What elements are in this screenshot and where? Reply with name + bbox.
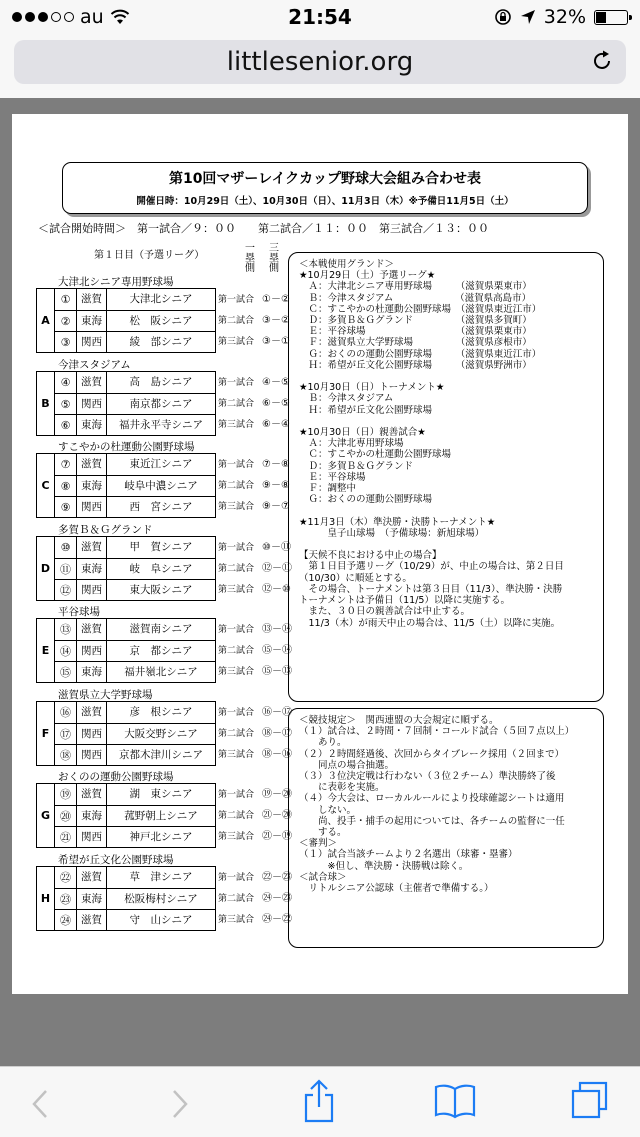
matchup: ⑫－⑩ [262, 583, 291, 595]
team-name: 東大阪シニア [129, 583, 193, 596]
team-name: 菰野朝上シニア [124, 810, 198, 822]
table-row [55, 537, 215, 558]
group-table [36, 701, 216, 766]
team-number: ⑱ [55, 745, 77, 765]
match-slot: 第三試合 [218, 749, 255, 760]
match-slot: 第三試合 [218, 584, 255, 595]
team-region: 東海 [77, 311, 107, 331]
match-slot: 第二試合 [218, 893, 255, 904]
match-schedule [218, 496, 290, 517]
venue-info-box: ＜本戦使用グランド＞ ★10月29日（土）予選リーグ★ Ａ：大津北シニア専用野球場 （滋賀県栗東市） Ｂ：今津スタジアム （滋賀県高島市） Ｃ：すこやかの杜運動公園野球場 （滋賀県東近江市） Ｄ：多賀Ｂ＆Ｇグランド （滋賀県多賀町） Ｅ：平谷球場 （滋賀県栗東市） Ｆ：滋賀県立大学野球場 （滋賀県彦根市） Ｇ：おくのの運動公園野球場 （滋賀県東近江市） Ｈ：希望が丘文化公園野球場 （滋賀県野洲市） ★10月30日（日）トーナメント★ Ｂ：今津スタジアム Ｈ：希望が丘文化公園野球場 ★10月30日（日）親善試合★ Ａ：大津北専用野球場 Ｃ：すこやかの杜運動公園野球場 Ｄ：多賀Ｂ＆Ｇグランド Ｅ：平谷球場 Ｆ：調整中 Ｇ：おくのの運動公園野球場 ★11月3日（木）準決勝・決勝トーナメント★ 皇子山球場 （予備球場：新旭球場） 【天候不良における中止の場合】 第１日目予選リーグ（10/29）が、中止の場合は、第２日目 （10/30）に順延とする。 その場合、トーナメントは第３日目（11/3）、準決勝・決勝 トーナメントは予備日（11/5）以降に実施する。 また、３０日の親善試合は中止する。 11/3（木）が雨天中止の場合は、11/5（土）以降に実施。 [288, 252, 604, 702]
team-region: 関西 [77, 580, 107, 600]
browser-chrome [0, 34, 640, 98]
team-name: 京都木津川シニア [119, 748, 203, 761]
matchup: ⑮－⑬ [262, 666, 292, 677]
third-base-side-label: 三塁側 [269, 243, 279, 274]
team-number: ① [55, 289, 77, 310]
day1-heading: 第１日目（予選リーグ） [94, 250, 205, 261]
team-region: 滋賀 [77, 289, 107, 310]
venue-name: 大津北シニア専用野球場 [58, 276, 174, 288]
group-letter: A [37, 289, 55, 352]
team-region: 滋賀 [77, 454, 107, 475]
match-slot: 第一試合 [218, 542, 255, 553]
back-icon[interactable] [30, 1089, 50, 1119]
table-row [55, 289, 215, 310]
match-slot: 第二試合 [218, 728, 255, 739]
matchup: ㉒－㉓ [262, 871, 292, 883]
match-schedule [218, 454, 290, 475]
team-number: ② [55, 311, 77, 331]
team-name: 高 島シニア [129, 375, 193, 388]
matchup: ③－② [262, 315, 290, 326]
team-name: 岐 阜シニア [129, 562, 193, 575]
venue-name: 希望が丘文化公園野球場 [58, 853, 174, 866]
table-row [55, 723, 215, 744]
matchup: ⑫－⑪ [262, 562, 292, 574]
team-name: 松 阪シニア [129, 315, 193, 327]
safari-toolbar [0, 1066, 640, 1137]
match-slot: 第一試合 [218, 625, 255, 635]
match-slot: 第二試合 [218, 563, 255, 574]
team-region: 関西 [77, 394, 107, 414]
matchup: ⑮－⑭ [262, 645, 292, 656]
group-letter: E [37, 619, 55, 682]
match-schedule [218, 723, 292, 744]
matchup: ⑩－⑪ [262, 541, 291, 553]
group-letter: H [37, 867, 55, 930]
matchup: ㉑－⑳ [262, 810, 292, 821]
team-region: 東海 [77, 559, 107, 579]
match-slot: 第一試合 [218, 707, 255, 718]
table-row [55, 475, 215, 496]
table-row [55, 331, 215, 352]
table-row [55, 702, 215, 723]
table-row [55, 372, 215, 393]
matchup: ⑲－⑳ [262, 789, 292, 800]
team-number: ⑬ [55, 619, 77, 640]
match-schedule [218, 558, 292, 579]
team-name: 滋賀南シニア [129, 623, 193, 635]
table-row [55, 805, 215, 826]
table-row [55, 909, 215, 930]
team-name: 大阪交野シニア [124, 727, 198, 740]
team-region: 東海 [77, 806, 107, 826]
team-name: 京 都シニア [129, 645, 193, 657]
doc-title: 第10回マザーレイクカップ野球大会組み合わせ表 [168, 171, 482, 187]
matchup: ③－① [262, 336, 290, 347]
table-row [55, 784, 215, 805]
matchup: ⑨－⑦ [262, 501, 290, 512]
venue-name: 滋賀県立大学野球場 [58, 688, 153, 701]
team-region: 関西 [77, 827, 107, 847]
table-row [55, 640, 215, 661]
match-slot: 第三試合 [218, 337, 255, 347]
team-name: 草 津シニア [129, 870, 193, 883]
team-number: ㉒ [55, 867, 77, 888]
table-row [55, 393, 215, 414]
table-row [55, 661, 215, 682]
match-schedule [218, 310, 290, 331]
match-slot: 第一試合 [218, 460, 255, 470]
match-schedule [218, 661, 292, 682]
team-name: 甲 賀シニア [129, 540, 193, 553]
team-name: 綾 部シニア [129, 336, 193, 348]
team-name: 松阪梅村シニア [124, 892, 198, 905]
match-schedule [218, 331, 290, 352]
team-region: 滋賀 [77, 619, 107, 640]
group-letter: F [37, 702, 55, 765]
table-row [55, 579, 215, 600]
document-page [12, 114, 628, 994]
team-number: ⑤ [55, 394, 77, 414]
url-text: littlesenior.org [226, 47, 414, 77]
match-slot: 第一試合 [218, 790, 255, 800]
matchup: ⑥－④ [262, 418, 290, 430]
venue-name: 平谷球場 [58, 606, 100, 618]
group-table [36, 536, 216, 601]
team-name: 福井永平寺シニア [119, 418, 203, 431]
team-name: 湖 東シニア [129, 788, 193, 800]
group-table [36, 288, 216, 353]
team-number: ⑰ [55, 724, 77, 744]
team-number: ⑮ [55, 662, 77, 682]
title-box [62, 162, 588, 214]
team-region: 滋賀 [77, 537, 107, 558]
status-bar [0, 0, 640, 34]
match-slot: 第一試合 [218, 872, 255, 883]
match-slot: 第一試合 [218, 377, 255, 388]
match-schedule [218, 867, 292, 888]
match-schedule [218, 744, 292, 765]
matchup: ④－⑤ [262, 376, 290, 388]
matchup: ⑦－⑧ [262, 459, 290, 470]
match-schedule [218, 909, 292, 930]
team-number: ⑫ [55, 580, 77, 600]
match-slot: 第二試合 [218, 398, 255, 409]
team-name: 西 宮シニア [129, 501, 193, 513]
table-row [55, 744, 215, 765]
group-letter: D [37, 537, 55, 600]
table-row [55, 310, 215, 331]
location-icon [520, 9, 536, 25]
venue-name: 今津スタジアム [58, 358, 131, 371]
web-content[interactable] [0, 98, 640, 1066]
table-row [55, 826, 215, 847]
address-bar[interactable] [14, 40, 626, 84]
team-number: ㉑ [55, 827, 77, 847]
match-schedule [218, 702, 292, 723]
reload-icon[interactable] [590, 49, 614, 73]
team-number: ⑯ [55, 702, 77, 723]
team-region: 東海 [77, 662, 107, 682]
match-slot: 第二試合 [218, 481, 255, 491]
team-number: ㉔ [55, 910, 77, 930]
match-schedule [218, 475, 290, 496]
match-schedule [218, 888, 292, 909]
venue-name: 多賀Ｂ＆Ｇグランド [58, 523, 153, 536]
matchup: ⑥－⑤ [262, 397, 290, 409]
carrier-label: au [80, 6, 104, 28]
table-row [55, 619, 215, 640]
team-number: ⑳ [55, 806, 77, 826]
group-table [36, 618, 216, 683]
match-schedule [218, 805, 292, 826]
team-number: ⑩ [55, 537, 77, 558]
group-table [36, 783, 216, 848]
match-schedule [218, 393, 290, 414]
team-number: ⑭ [55, 641, 77, 661]
team-region: 滋賀 [77, 372, 107, 393]
team-region: 関西 [77, 724, 107, 744]
match-slot: 第二試合 [218, 316, 255, 326]
team-region: 滋賀 [77, 867, 107, 888]
matchup: ㉔－㉒ [262, 913, 292, 925]
table-row [55, 558, 215, 579]
venue-name: すこやかの杜運動公園野球場 [58, 441, 195, 453]
matchup: ⑯－⑰ [262, 706, 292, 718]
team-name: 福井嶺北シニア [124, 666, 198, 678]
team-region: 滋賀 [77, 702, 107, 723]
team-number: ④ [55, 372, 77, 393]
match-schedule [218, 619, 292, 640]
team-number: ⑨ [55, 497, 77, 517]
rules-box: ＜競技規定＞ 関西連盟の大会規定に順ずる。 （１）試合は、２時間・７回制・コールド試合（５回７点以上） あり。 （２）２時間経過後、次回からタイブレーク採用（２回まで） 同点の場合抽選。 （３）３位決定戦は行わない（３位２チーム）準決勝終了後 に表彰を実施。 （４）今大会は、ローカルルールにより投球確認シートは適用 しない。 尚、投手・捕手の起用については、各チームの監督に一任 する。 ＜審判＞ （１）試合当該チームより２名選出（球審・塁審） ※但し、準決勝・決勝戦は除く。 ＜試合球＞ リトルシニア公認球（主催者で準備する。） [288, 708, 604, 948]
team-region: 東海 [77, 476, 107, 496]
matchup: ⑱－⑯ [262, 748, 292, 760]
match-schedule [218, 784, 292, 805]
group-table [36, 866, 216, 931]
match-schedule [218, 537, 291, 558]
team-name: 神戸北シニア [129, 831, 193, 843]
table-row [55, 454, 215, 475]
team-name: 岐阜中濃シニア [124, 480, 198, 492]
team-name: 東近江シニア [129, 458, 193, 470]
team-number: ⑧ [55, 476, 77, 496]
matchup: ⑱－⑰ [262, 727, 292, 739]
table-row [55, 414, 215, 435]
team-number: ㉓ [55, 889, 77, 909]
table-row [55, 888, 215, 909]
match-slot: 第三試合 [218, 832, 255, 842]
team-region: 東海 [77, 889, 107, 909]
match-slot: 第二試合 [218, 811, 255, 821]
team-number: ③ [55, 332, 77, 352]
venue-name: おくのの運動公園野球場 [58, 771, 174, 783]
group-letter: G [37, 784, 55, 847]
matchup: ①－② [262, 294, 290, 305]
match-schedule [218, 289, 290, 310]
group-letter: B [37, 372, 55, 435]
team-name: 彦 根シニア [129, 705, 193, 718]
team-region: 東海 [77, 415, 107, 435]
match-slot: 第三試合 [218, 419, 255, 430]
tabs-icon[interactable] [570, 1081, 610, 1121]
bookmarks-icon[interactable] [434, 1083, 476, 1119]
match-schedule [218, 826, 292, 847]
match-slot: 第二試合 [218, 646, 255, 656]
team-region: 滋賀 [77, 784, 107, 805]
matchup: ⑨－⑧ [262, 480, 290, 491]
table-row [55, 496, 215, 517]
team-number: ⑥ [55, 415, 77, 435]
first-base-side-label: 一塁側 [245, 243, 255, 274]
group-table [36, 371, 216, 436]
team-number: ⑪ [55, 559, 77, 579]
team-name: 南京都シニア [129, 397, 193, 410]
share-icon[interactable] [302, 1079, 336, 1123]
forward-icon[interactable] [170, 1089, 190, 1119]
group-letter: C [37, 454, 55, 517]
table-row [55, 867, 215, 888]
clock: 21:54 [288, 5, 352, 29]
match-slot: 第三試合 [218, 667, 255, 677]
match-slot: 第一試合 [218, 295, 255, 305]
team-region: 滋賀 [77, 910, 107, 930]
team-name: 守 山シニア [129, 913, 193, 926]
team-name: 大津北シニア [129, 293, 193, 305]
team-number: ⑦ [55, 454, 77, 475]
battery-percent: 32% [543, 6, 586, 28]
battery-icon [594, 10, 628, 25]
start-times: ＜試合開始時間＞ 第一試合／９：００ 第二試合／１１：００ 第三試合／１３：００ [38, 222, 489, 235]
rotation-lock-icon [494, 8, 512, 26]
team-number: ⑲ [55, 784, 77, 805]
matchup: ㉑－⑲ [262, 831, 292, 842]
match-slot: 第三試合 [218, 914, 255, 925]
doc-dates: 開催日時：10月29日（土）、10月30日（日）、11月3日（木）※予備日11月5日（土） [136, 196, 514, 207]
team-region: 関西 [77, 745, 107, 765]
group-table [36, 453, 216, 518]
match-schedule [218, 579, 291, 600]
match-schedule [218, 640, 292, 661]
team-region: 関西 [77, 497, 107, 517]
match-slot: 第三試合 [218, 502, 255, 512]
match-schedule [218, 414, 290, 435]
matchup: ㉔－㉓ [262, 892, 292, 904]
team-region: 関西 [77, 641, 107, 661]
team-region: 関西 [77, 332, 107, 352]
match-schedule [218, 372, 290, 393]
matchup: ⑬－⑭ [262, 624, 292, 635]
